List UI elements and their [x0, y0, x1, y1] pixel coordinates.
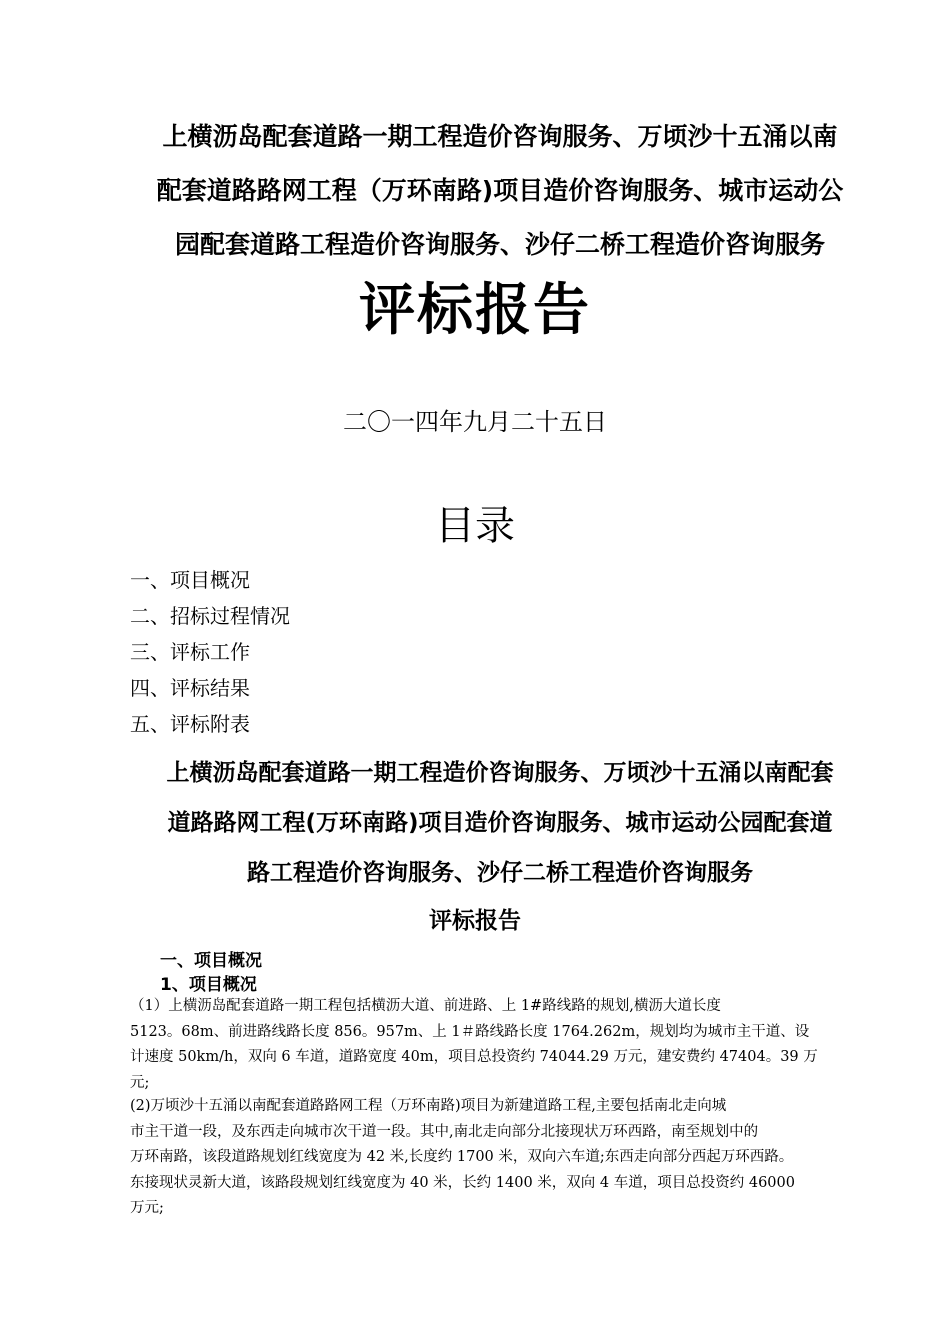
cover-title-line: 园配套道路工程造价咨询服务、沙仔二桥工程造价咨询服务 [174, 230, 825, 259]
paragraph-line: 万元; [130, 1200, 164, 1216]
toc-item: 五、评标附表 [130, 712, 250, 736]
paragraph-project-2 [130, 1094, 876, 1222]
toc-item: 一、项目概况 [130, 568, 250, 592]
cover-title [120, 110, 880, 272]
paragraph-line: 元; [130, 1074, 150, 1091]
section-heading: 一、项目概况 [160, 951, 262, 971]
toc-item: 三、评标工作 [130, 640, 250, 664]
report-heading-line: 路工程造价咨询服务、沙仔二桥工程造价咨询服务 [247, 860, 753, 886]
paragraph-line: （1）上横沥岛配套道路一期工程包括横沥大道、前进路、上 1#路线路的规划,横沥大道长度 [130, 998, 721, 1014]
subsection-heading: 1、项目概况 [160, 975, 257, 995]
paragraph-line: 市主干道一段，及东西走向城市次干道一段。其中,南北走向部分北接现状万环西路，南至规划中的 [130, 1123, 759, 1140]
cover-title-line: 配套道路路网工程（万环南路)项目造价咨询服务、城市运动公 [156, 176, 844, 205]
report-heading [110, 748, 890, 898]
paragraph-project-1 [130, 994, 876, 1096]
paragraph-line: 东接现状灵新大道，该路段规划红线宽度为 40 米，长约 1400 米，双向 4 车道，项目总投资约 46000 [130, 1174, 795, 1191]
paragraph-line: (2)万顷沙十五涌以南配套道路路网工程（万环南路)项目为新建道路工程,主要包括南北走向城 [130, 1098, 727, 1114]
table-of-contents [130, 562, 290, 742]
paragraph-line: 5123。68m、前进路线路长度 856。957m、上 1＃路线路长度 1764.262m，规划均为城市主干道、设 [130, 1023, 810, 1040]
report-heading-line: 道路路网工程(万环南路)项目造价咨询服务、城市运动公园配套道 [167, 810, 833, 836]
report-title: 评标报告 [359, 277, 591, 343]
report-subtitle: 评标报告 [429, 908, 521, 934]
cover-title-line: 上横沥岛配套道路一期工程造价咨询服务、万顷沙十五涌以南 [162, 122, 838, 151]
toc-item: 四、评标结果 [130, 676, 250, 700]
paragraph-line: 万环南路，该段道路规划红线宽度为 42 米,长度约 1700 米，双向六车道;东西走向部分西起万环西路。 [130, 1149, 794, 1165]
toc-item: 二、招标过程情况 [130, 604, 290, 628]
report-date: 二〇一四年九月二十五日 [343, 408, 607, 436]
report-heading-line: 上横沥岛配套道路一期工程造价咨询服务、万顷沙十五涌以南配套 [166, 760, 834, 786]
toc-title: 目录 [435, 503, 515, 549]
paragraph-line: 计速度 50km/h，双向 6 车道，道路宽度 40m，项目总投资约 74044.29 万元，建安费约 47404。39 万 [130, 1049, 818, 1065]
